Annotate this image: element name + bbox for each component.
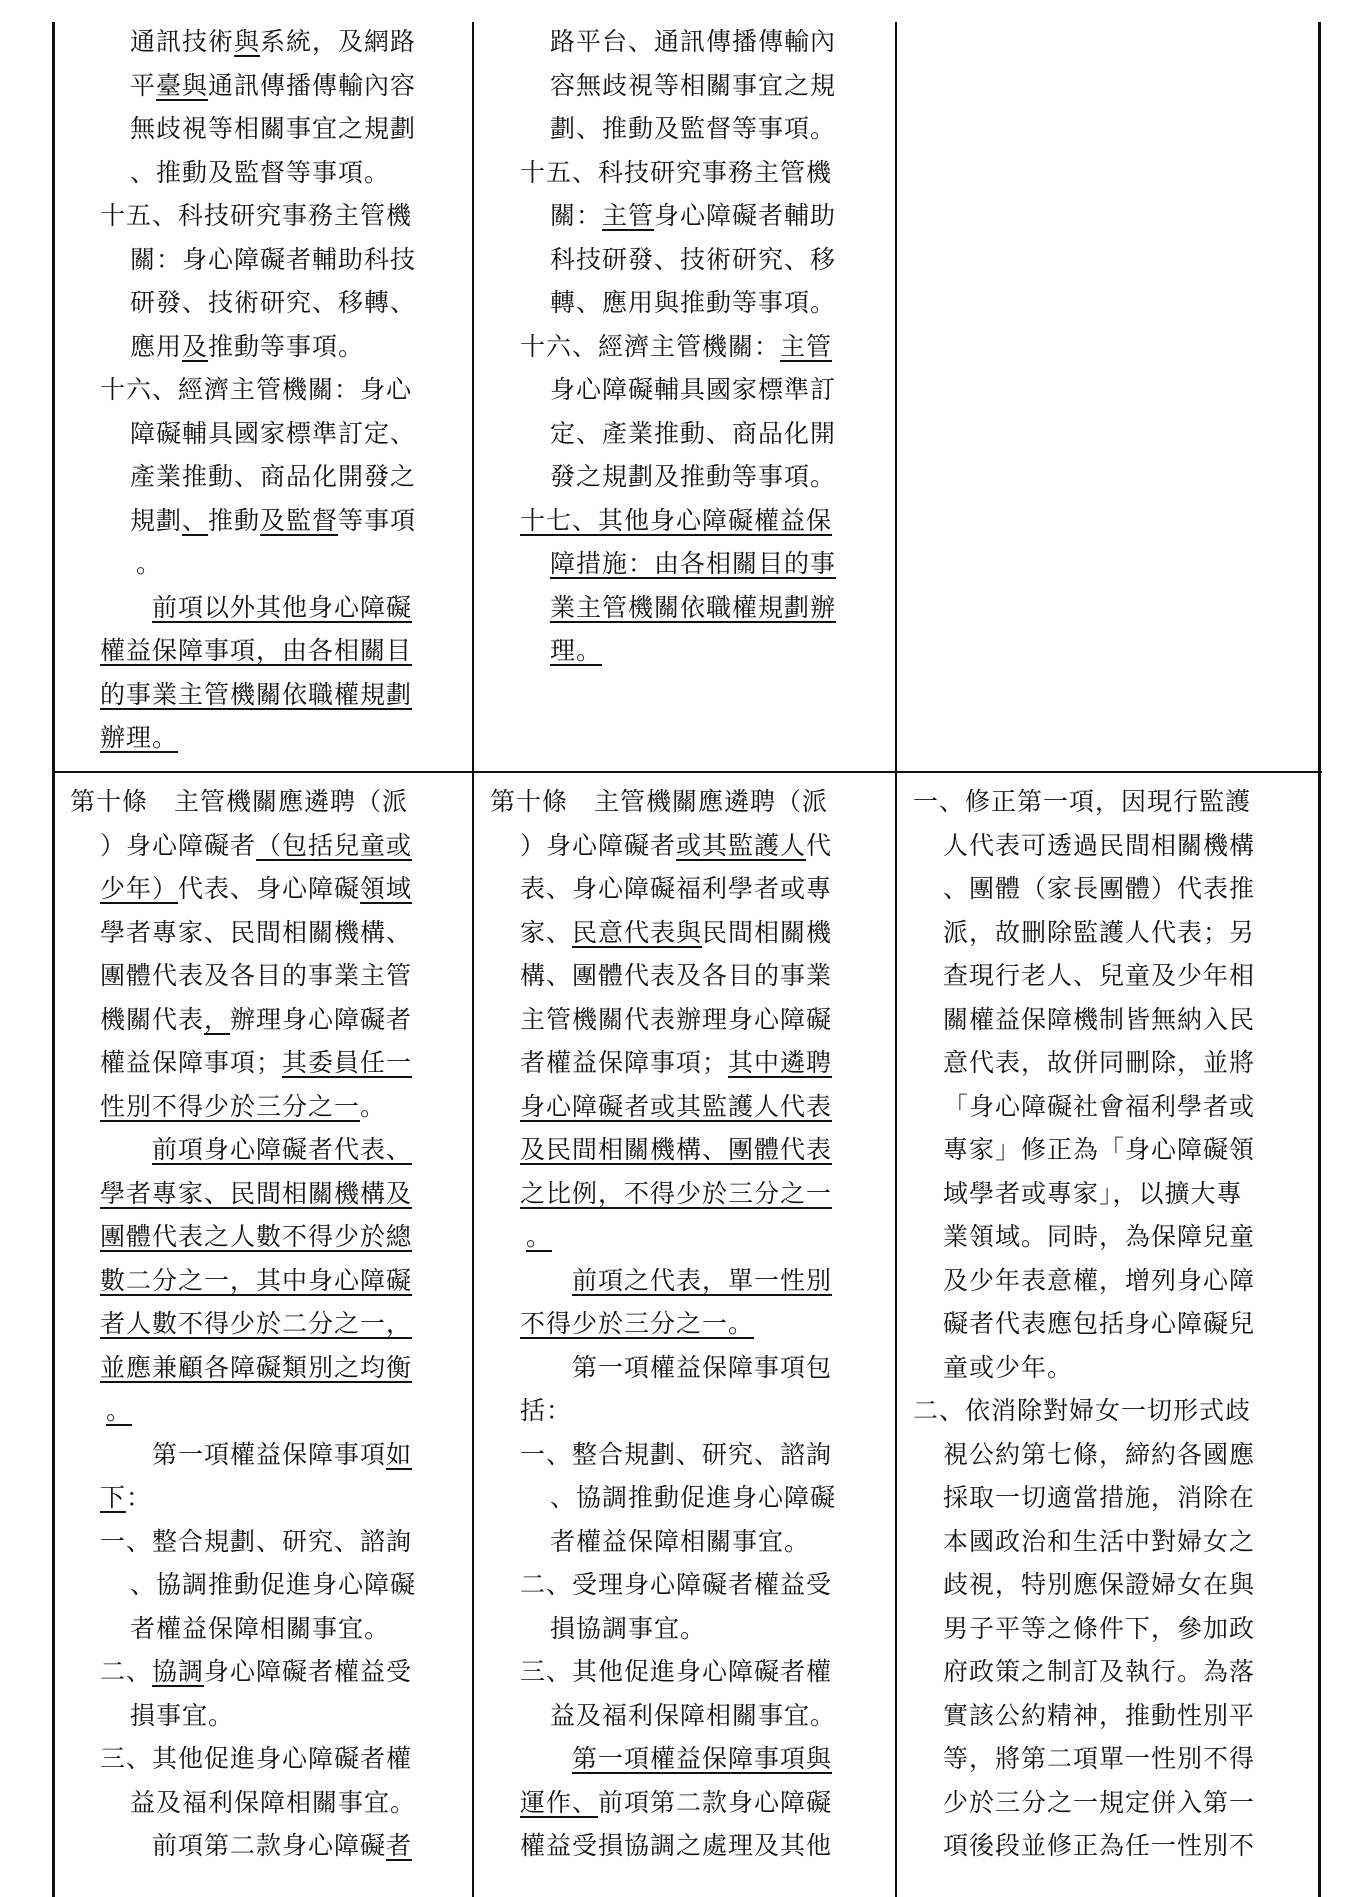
underlined-text: 身心障礙者或其監護人代表 <box>520 1091 833 1121</box>
text-span: 應用 <box>130 331 183 361</box>
text-span: 關： <box>550 201 603 230</box>
underlined-text: 下 <box>100 1483 127 1512</box>
text-line <box>472 20 836 64</box>
text-span: 意代表，故併同刪除，並將 <box>943 1048 1256 1077</box>
text-line <box>472 151 836 195</box>
text-line <box>472 954 836 998</box>
text-span: 發之規劃及推動等事項。 <box>550 462 837 491</box>
text-line <box>895 1259 1255 1303</box>
underlined-text: 不得少於三分之一。 <box>520 1309 755 1338</box>
text-line <box>895 1302 1255 1346</box>
text-span: 益及福利保障相關事宜。 <box>130 1787 417 1817</box>
text-line <box>895 780 1255 824</box>
text-line <box>472 586 836 630</box>
text-span: 學者專家、民間相關機構、 <box>100 917 413 947</box>
text-line <box>472 780 836 824</box>
text-span: 機關代表 <box>100 1004 205 1034</box>
text-span: 三、其他促進身心障礙者權 <box>520 1657 833 1686</box>
text-line <box>52 867 416 911</box>
text-line <box>52 151 416 195</box>
text-line <box>472 64 836 108</box>
text-span: 業領域。同時，為保障兒童 <box>943 1222 1256 1251</box>
text-line <box>52 1433 416 1477</box>
text-line <box>472 281 836 325</box>
text-span: 身心障礙者權益受 <box>204 1657 413 1686</box>
text-line <box>52 1694 416 1738</box>
underlined-text: 權益保障事項，由各相關目 <box>100 636 413 665</box>
text-span: 權益保障事項； <box>100 1048 283 1077</box>
text-span: 構、團體代表及各目的事業 <box>520 961 833 990</box>
text-line <box>472 867 836 911</box>
text-span: 無歧視等相關事宜之規劃 <box>130 114 417 143</box>
text-span: 童或少年。 <box>943 1352 1074 1382</box>
underlined-text: 理。 <box>550 636 603 665</box>
text-span: 。 <box>360 1091 387 1121</box>
text-line <box>895 1172 1255 1216</box>
text-span: 視公約第七條，締約各國應 <box>943 1439 1256 1469</box>
text-span: 身心障礙輔具國家標準訂 <box>550 375 837 404</box>
text-line <box>472 998 836 1042</box>
text-span: 十五、科技研究事務主管機 <box>100 201 413 230</box>
text-line <box>52 368 416 412</box>
text-line <box>472 1128 836 1172</box>
text-line <box>895 824 1255 868</box>
row-divider <box>52 771 1322 773</box>
text-span: 第十條 主管機關應遴聘（派 <box>70 787 409 816</box>
text-span: 劃、推動及監督等事項。 <box>550 114 837 143</box>
underlined-text: ， <box>204 1004 231 1034</box>
text-line <box>895 1128 1255 1172</box>
text-span: 十六、經濟主管機關：身心 <box>100 375 413 404</box>
text-span: 系統，及網路 <box>260 27 417 56</box>
text-span: 三、其他促進身心障礙者權 <box>100 1744 413 1773</box>
text-span: 損協調事宜。 <box>550 1613 707 1643</box>
underlined-text: 如 <box>386 1439 413 1469</box>
text-span: 團體代表及各目的事業主管 <box>100 961 413 990</box>
underlined-text: 協調 <box>152 1657 205 1686</box>
text-span: 代 <box>806 830 833 860</box>
text-span: 推動 <box>208 505 261 535</box>
underlined-text: 障措施：由各相關目的事 <box>550 549 837 578</box>
underlined-text: 的事業主管機關依職權規劃 <box>100 679 413 709</box>
text-line <box>52 1215 416 1259</box>
table-border-right <box>1318 22 1321 1897</box>
text-span: 「身心障礙社會福利學者或 <box>943 1091 1256 1121</box>
text-span: 少於三分之一規定併入第一 <box>943 1787 1256 1817</box>
text-line <box>52 1650 416 1694</box>
text-span: 辦理身心障礙者 <box>230 1004 413 1034</box>
text-line <box>895 1781 1255 1825</box>
text-line <box>472 412 836 456</box>
text-span: 查現行老人、兒童及少年相 <box>943 961 1256 990</box>
underlined-text: 主管 <box>780 331 833 361</box>
text-span: 域學者或專家」，以擴大專 <box>943 1178 1243 1208</box>
text-span: 二、受理身心障礙者權益受 <box>520 1570 833 1599</box>
text-span: 項後段並修正為任一性別不 <box>943 1831 1256 1860</box>
text-span: 產業推動、商品化開發之 <box>130 462 417 491</box>
underlined-text: （包括兒童或 <box>256 830 413 860</box>
text-span: 規劃 <box>130 505 183 535</box>
text-line <box>472 1520 836 1564</box>
text-line <box>52 1476 416 1520</box>
text-line <box>52 1520 416 1564</box>
text-span: 關權益保障機制皆無納入民 <box>943 1004 1256 1034</box>
text-span: 者權益保障事項； <box>520 1048 729 1077</box>
underlined-text: 辦理。 <box>100 723 179 752</box>
text-span: 容無歧視等相關事宜之規 <box>550 70 837 100</box>
text-span: 家、 <box>520 917 573 947</box>
text-span: 礙者代表應包括身心障礙兒 <box>943 1309 1256 1338</box>
underlined-text: 運作、 <box>520 1787 599 1817</box>
underlined-text: 民意代表與 <box>572 917 703 947</box>
text-span: 權益受損協調之處理及其他 <box>520 1831 833 1860</box>
text-line <box>472 194 836 238</box>
text-span: 表、身心障礙福利學者或專 <box>520 874 833 903</box>
text-span: 第一項權益保障事項 <box>152 1439 387 1469</box>
text-span: 實該公約精神，推動性別平 <box>943 1700 1256 1730</box>
text-line <box>472 499 836 543</box>
text-line <box>52 238 416 282</box>
underlined-text: 性別不得少於三分之一 <box>100 1091 361 1121</box>
text-line <box>52 911 416 955</box>
bottom-right-cell <box>895 780 1255 1868</box>
text-line <box>895 1041 1255 1085</box>
text-span: 一、整合規劃、研究、諮詢 <box>100 1526 413 1556</box>
text-line <box>472 1172 836 1216</box>
text-span: 推動等事項。 <box>208 331 365 361</box>
text-span: 身心障礙者輔助 <box>654 201 837 230</box>
text-line <box>52 194 416 238</box>
text-line <box>472 1433 836 1477</box>
text-span: 男子平等之條件下，參加政 <box>943 1613 1256 1643</box>
text-span: 派，故刪除監護人代表；另 <box>943 917 1256 947</box>
underlined-text: 領域 <box>360 874 413 903</box>
text-span: 損事宜。 <box>130 1700 235 1730</box>
text-line <box>472 1389 836 1433</box>
text-span: 轉、應用與推動等事項。 <box>550 288 837 317</box>
text-span: 代表、身心障礙 <box>178 874 361 903</box>
underlined-text: 其中遴聘 <box>728 1048 833 1077</box>
underlined-text: 團體代表之人數不得少於總 <box>100 1222 413 1251</box>
text-line <box>472 1302 836 1346</box>
text-span: 關：身心障礙者輔助科技 <box>130 244 417 274</box>
text-line <box>472 325 836 369</box>
text-line <box>52 281 416 325</box>
text-line <box>52 824 416 868</box>
text-line <box>472 1737 836 1781</box>
text-line <box>895 1433 1255 1477</box>
text-line <box>52 1128 416 1172</box>
text-line <box>52 716 416 760</box>
text-span: 人代表可透過民間相關機構 <box>943 830 1256 860</box>
text-line <box>52 629 416 673</box>
text-line <box>472 455 836 499</box>
text-span: 及少年表意權，增列身心障 <box>943 1265 1256 1295</box>
text-line <box>52 954 416 998</box>
text-line <box>895 1476 1255 1520</box>
text-line <box>895 1563 1255 1607</box>
underlined-text: 、 <box>182 505 209 535</box>
text-span: 十六、經濟主管機關： <box>520 331 781 361</box>
text-line <box>52 542 416 586</box>
text-span: 通訊技術 <box>130 27 235 56</box>
underlined-text: 前項身心障礙者代表、 <box>152 1135 413 1164</box>
bottom-middle-cell <box>472 780 836 1868</box>
underlined-text: 學者專家、民間相關機構及 <box>100 1178 413 1208</box>
text-line <box>52 107 416 151</box>
underlined-text: 及監督 <box>260 505 339 535</box>
text-span: 前項第二款身心障礙 <box>152 1831 387 1860</box>
text-span: 者權益保障相關事宜。 <box>550 1526 811 1556</box>
text-line <box>52 325 416 369</box>
text-span: 等，將第二項單一性別不得 <box>943 1744 1256 1773</box>
text-line <box>472 1476 836 1520</box>
text-line <box>472 1259 836 1303</box>
text-span: 前項第二款身心障礙 <box>598 1787 833 1817</box>
text-span: 十五、科技研究事務主管機 <box>520 157 833 187</box>
top-middle-cell <box>472 20 836 673</box>
text-span: 第十條 主管機關應遴聘（派 <box>490 787 829 816</box>
text-line <box>472 107 836 151</box>
text-span: 第一項權益保障事項包 <box>572 1352 833 1382</box>
text-line <box>895 1346 1255 1390</box>
text-line <box>472 1694 836 1738</box>
text-span: 路平台、通訊傳播傳輸內 <box>550 27 837 56</box>
text-line <box>472 1650 836 1694</box>
text-line <box>52 1172 416 1216</box>
text-line <box>472 1824 836 1868</box>
text-line <box>472 911 836 955</box>
text-line <box>52 1259 416 1303</box>
text-line <box>52 20 416 64</box>
underlined-text: 者 <box>386 1831 413 1860</box>
text-span: 一、整合規劃、研究、諮詢 <box>520 1439 833 1469</box>
text-span: 、團體（家長團體）代表推 <box>943 874 1256 903</box>
text-span: 、推動及監督等事項。 <box>130 157 391 187</box>
text-line <box>895 867 1255 911</box>
text-span: 、協調推動促進身心障礙 <box>130 1570 417 1599</box>
underlined-text: 並應兼顧各障礙類別之均衡 <box>100 1352 413 1382</box>
text-span: 本國政治和生活中對婦女之 <box>943 1526 1256 1556</box>
underlined-text: 其委員任一 <box>282 1048 413 1077</box>
underlined-text: 及民間相關機構、團體代表 <box>520 1135 833 1164</box>
text-line <box>472 1041 836 1085</box>
text-span: 科技研發、技術研究、移 <box>550 244 837 274</box>
text-line <box>472 1781 836 1825</box>
text-line <box>895 1650 1255 1694</box>
text-line <box>895 954 1255 998</box>
underlined-text: 前項之代表，單一性別 <box>572 1265 833 1295</box>
text-span: 。 <box>136 549 163 578</box>
text-line <box>52 64 416 108</box>
underlined-text: 與 <box>234 27 261 56</box>
text-line <box>895 1520 1255 1564</box>
text-line <box>895 1389 1255 1433</box>
text-line <box>472 1085 836 1129</box>
text-line <box>472 629 836 673</box>
underlined-text: 或其監護人 <box>676 830 807 860</box>
text-span: 民間相關機 <box>702 917 833 947</box>
text-line <box>472 368 836 412</box>
text-line <box>52 780 416 824</box>
underlined-text: 之比例，不得少於三分之一 <box>520 1178 833 1208</box>
text-line <box>52 998 416 1042</box>
text-span: 括： <box>520 1396 573 1425</box>
text-span: 研發、技術研究、移轉、 <box>130 288 417 317</box>
underlined-text: 少年） <box>100 874 179 903</box>
text-span: 障礙輔具國家標準訂定、 <box>130 418 417 448</box>
text-line <box>895 1824 1255 1868</box>
text-line <box>52 1389 416 1433</box>
top-left-cell <box>52 20 416 760</box>
underlined-text: 數二分之一，其中身心障礙 <box>100 1265 413 1295</box>
underlined-text: 及 <box>182 331 209 361</box>
text-line <box>52 1041 416 1085</box>
text-span: ： <box>126 1483 153 1512</box>
text-span: 定、產業推動、商品化開 <box>550 418 837 448</box>
text-line <box>52 1781 416 1825</box>
text-line <box>895 1215 1255 1259</box>
text-line <box>472 542 836 586</box>
text-line <box>52 412 416 456</box>
text-span: ）身心障礙者 <box>520 830 677 860</box>
text-line <box>52 1563 416 1607</box>
text-span: 二、依消除對婦女一切形式歧 <box>913 1396 1252 1425</box>
underlined-text: 者人數不得少於二分之一， <box>100 1309 413 1338</box>
text-span: 平 <box>130 70 157 100</box>
text-line <box>472 824 836 868</box>
text-line <box>472 1215 836 1259</box>
text-line <box>895 1694 1255 1738</box>
text-span: 府政策之制訂及執行。為落 <box>943 1657 1256 1686</box>
text-span: 者權益保障相關事宜。 <box>130 1613 391 1643</box>
text-line <box>52 1085 416 1129</box>
underlined-text: 前項以外其他身心障礙 <box>152 592 413 622</box>
text-line <box>895 998 1255 1042</box>
underlined-text: 。 <box>526 1222 553 1251</box>
text-span: 歧視，特別應保證婦女在與 <box>943 1570 1256 1599</box>
text-line <box>52 499 416 543</box>
text-line <box>52 1607 416 1651</box>
text-line <box>52 1737 416 1781</box>
text-line <box>895 1085 1255 1129</box>
text-line <box>472 1346 836 1390</box>
text-line <box>52 455 416 499</box>
underlined-text: 十七、其他身心障礙權益保 <box>520 505 833 535</box>
text-line <box>472 238 836 282</box>
underlined-text: 主管 <box>602 201 655 230</box>
text-span: ）身心障礙者 <box>100 830 257 860</box>
underlined-text: 臺與 <box>156 70 209 100</box>
text-span: 主管機關代表辦理身心障礙 <box>520 1004 833 1034</box>
underlined-text: 。 <box>106 1396 133 1425</box>
bottom-left-cell <box>52 780 416 1868</box>
text-span: 採取一切適當措施，消除在 <box>943 1483 1256 1512</box>
text-line <box>52 1346 416 1390</box>
text-line <box>895 1737 1255 1781</box>
text-line <box>52 673 416 717</box>
text-span: 、協調推動促進身心障礙 <box>550 1483 837 1512</box>
text-line <box>472 1563 836 1607</box>
text-line <box>52 1824 416 1868</box>
text-span: 一、修正第一項，因現行監護 <box>913 787 1252 816</box>
text-span: 專家」修正為「身心障礙領 <box>943 1135 1256 1164</box>
text-span: 益及福利保障相關事宜。 <box>550 1700 837 1730</box>
text-line <box>895 1607 1255 1651</box>
text-line <box>472 1607 836 1651</box>
underlined-text: 第一項權益保障事項與 <box>572 1744 833 1773</box>
text-span: 等事項 <box>338 505 417 535</box>
text-span: 通訊傳播傳輸內容 <box>208 70 417 100</box>
text-span: 二、 <box>100 1657 153 1686</box>
text-line <box>895 911 1255 955</box>
underlined-text: 業主管機關依職權規劃辦 <box>550 592 837 622</box>
text-line <box>52 586 416 630</box>
text-line <box>52 1302 416 1346</box>
